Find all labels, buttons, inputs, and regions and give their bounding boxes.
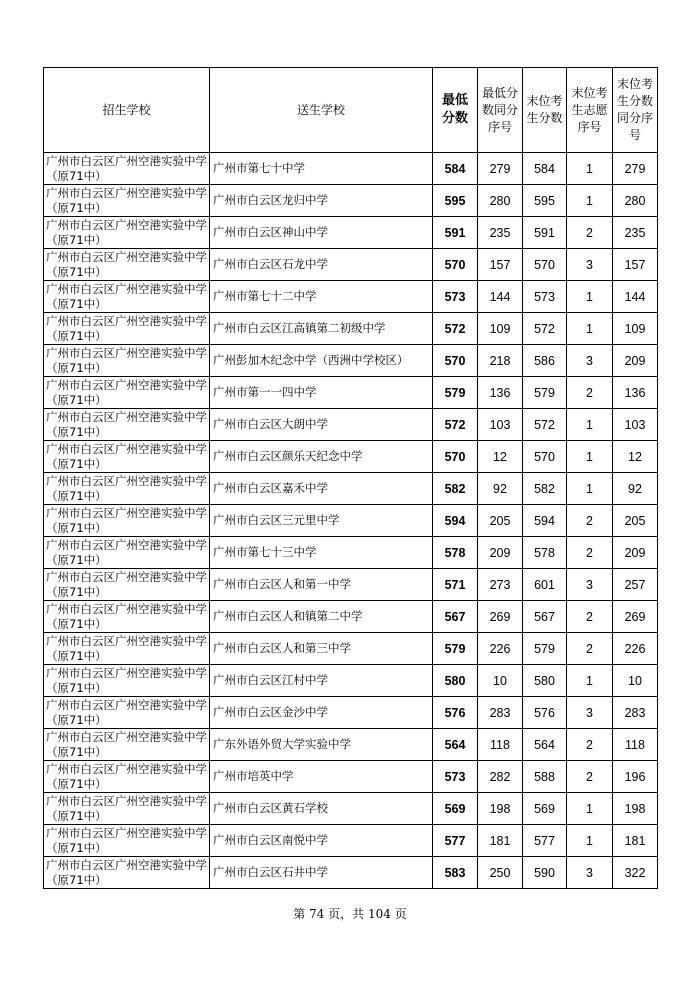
last-score-cell: 579 [523,377,567,409]
same-rank-cell: 280 [478,185,523,217]
source-school-cell: 广州市白云区人和第一中学 [210,569,433,601]
last-rank-cell: 118 [613,729,658,761]
header-row [44,68,658,153]
table-row [44,281,658,313]
last-preference-cell: 1 [567,665,613,697]
last-preference-cell: 1 [567,153,613,185]
same-rank-cell: 103 [478,409,523,441]
min-score-cell: 573 [433,761,478,793]
same-rank-cell: 10 [478,665,523,697]
last-preference-cell: 2 [567,601,613,633]
source-school-cell: 广州市第七十三中学 [210,537,433,569]
source-school-cell: 广州市白云区龙归中学 [210,185,433,217]
last-score-cell: 578 [523,537,567,569]
last-preference-cell: 3 [567,345,613,377]
same-rank-cell: 198 [478,793,523,825]
min-score-cell: 594 [433,505,478,537]
source-school-cell: 广州市白云区嘉禾中学 [210,473,433,505]
header-last-score: 末位考 生分数 [523,68,567,153]
school-cell: 广州市白云区广州空港实验中学（原71中） [44,313,210,345]
last-score-cell: 590 [523,857,567,889]
last-score-cell: 569 [523,793,567,825]
table-row [44,665,658,697]
last-score-cell: 577 [523,825,567,857]
table-row [44,857,658,889]
school-cell: 广州市白云区广州空港实验中学（原71中） [44,569,210,601]
same-rank-cell: 226 [478,633,523,665]
source-school-cell: 广东外语外贸大学实验中学 [210,729,433,761]
table-row [44,345,658,377]
same-rank-cell: 269 [478,601,523,633]
table-row [44,409,658,441]
school-cell: 广州市白云区广州空港实验中学（原71中） [44,153,210,185]
last-score-cell: 576 [523,697,567,729]
min-score-cell: 570 [433,345,478,377]
last-rank-cell: 279 [613,153,658,185]
last-rank-cell: 157 [613,249,658,281]
min-score-cell: 577 [433,825,478,857]
table-row [44,729,658,761]
min-score-cell: 583 [433,857,478,889]
source-school-cell: 广州市白云区人和第三中学 [210,633,433,665]
last-preference-cell: 3 [567,697,613,729]
last-rank-cell: 269 [613,601,658,633]
table-row [44,441,658,473]
min-score-cell: 572 [433,409,478,441]
header-last-rank: 末位考 生分数 同分序 号 [613,68,658,153]
last-rank-cell: 109 [613,313,658,345]
last-preference-cell: 1 [567,793,613,825]
last-rank-cell: 181 [613,825,658,857]
last-rank-cell: 205 [613,505,658,537]
school-cell: 广州市白云区广州空港实验中学（原71中） [44,281,210,313]
same-rank-cell: 205 [478,505,523,537]
last-preference-cell: 2 [567,729,613,761]
last-rank-cell: 103 [613,409,658,441]
same-rank-cell: 283 [478,697,523,729]
source-school-cell: 广州市白云区金沙中学 [210,697,433,729]
last-rank-cell: 144 [613,281,658,313]
min-score-cell: 576 [433,697,478,729]
school-cell: 广州市白云区广州空港实验中学（原71中） [44,185,210,217]
school-cell: 广州市白云区广州空港实验中学（原71中） [44,441,210,473]
same-rank-cell: 250 [478,857,523,889]
score-table [43,67,658,889]
source-school-cell: 广州市白云区江高镇第二初级中学 [210,313,433,345]
same-rank-cell: 109 [478,313,523,345]
last-rank-cell: 235 [613,217,658,249]
header-same-rank: 最低分 数同分 序号 [478,68,523,153]
last-rank-cell: 136 [613,377,658,409]
school-cell: 广州市白云区广州空港实验中学（原71中） [44,537,210,569]
school-cell: 广州市白云区广州空港实验中学（原71中） [44,377,210,409]
last-preference-cell: 3 [567,569,613,601]
last-rank-cell: 283 [613,697,658,729]
table-row [44,217,658,249]
last-score-cell: 586 [523,345,567,377]
last-rank-cell: 257 [613,569,658,601]
min-score-cell: 584 [433,153,478,185]
min-score-cell: 571 [433,569,478,601]
last-score-cell: 564 [523,729,567,761]
last-rank-cell: 280 [613,185,658,217]
table-row [44,313,658,345]
table-row [44,761,658,793]
min-score-cell: 579 [433,377,478,409]
table-row [44,505,658,537]
last-preference-cell: 1 [567,409,613,441]
table-row [44,537,658,569]
min-score-cell: 567 [433,601,478,633]
last-score-cell: 572 [523,313,567,345]
min-score-cell: 582 [433,473,478,505]
last-score-cell: 567 [523,601,567,633]
school-cell: 广州市白云区广州空港实验中学（原71中） [44,857,210,889]
last-score-cell: 594 [523,505,567,537]
last-score-cell: 580 [523,665,567,697]
last-rank-cell: 322 [613,857,658,889]
school-cell: 广州市白云区广州空港实验中学（原71中） [44,665,210,697]
same-rank-cell: 12 [478,441,523,473]
last-preference-cell: 2 [567,377,613,409]
school-cell: 广州市白云区广州空港实验中学（原71中） [44,345,210,377]
last-rank-cell: 198 [613,793,658,825]
last-preference-cell: 3 [567,857,613,889]
school-cell: 广州市白云区广州空港实验中学（原71中） [44,601,210,633]
header-school: 招生学校 [44,68,210,153]
last-preference-cell: 1 [567,313,613,345]
header-min-score: 最低 分数 [433,68,478,153]
last-rank-cell: 196 [613,761,658,793]
source-school-cell: 广州市白云区颜乐天纪念中学 [210,441,433,473]
source-school-cell: 广州市白云区石龙中学 [210,249,433,281]
source-school-cell: 广州市白云区黄石学校 [210,793,433,825]
min-score-cell: 595 [433,185,478,217]
table-row [44,249,658,281]
last-score-cell: 595 [523,185,567,217]
min-score-cell: 580 [433,665,478,697]
table-row [44,601,658,633]
school-cell: 广州市白云区广州空港实验中学（原71中） [44,473,210,505]
page-footer: 第 74 页，共 104 页 [293,907,407,921]
table-row [44,793,658,825]
last-preference-cell: 2 [567,633,613,665]
last-rank-cell: 209 [613,537,658,569]
min-score-cell: 564 [433,729,478,761]
last-score-cell: 591 [523,217,567,249]
min-score-cell: 573 [433,281,478,313]
last-score-cell: 572 [523,409,567,441]
source-school-cell: 广州市第七十中学 [210,153,433,185]
school-cell: 广州市白云区广州空港实验中学（原71中） [44,249,210,281]
last-score-cell: 570 [523,441,567,473]
min-score-cell: 570 [433,249,478,281]
source-school-cell: 广州市白云区神山中学 [210,217,433,249]
school-cell: 广州市白云区广州空港实验中学（原71中） [44,825,210,857]
school-cell: 广州市白云区广州空港实验中学（原71中） [44,409,210,441]
source-school-cell: 广州市白云区人和镇第二中学 [210,601,433,633]
table-row [44,697,658,729]
min-score-cell: 578 [433,537,478,569]
table-row [44,825,658,857]
last-score-cell: 582 [523,473,567,505]
last-preference-cell: 2 [567,761,613,793]
last-preference-cell: 1 [567,281,613,313]
same-rank-cell: 181 [478,825,523,857]
same-rank-cell: 136 [478,377,523,409]
school-cell: 广州市白云区广州空港实验中学（原71中） [44,793,210,825]
last-preference-cell: 2 [567,505,613,537]
min-score-cell: 572 [433,313,478,345]
last-rank-cell: 209 [613,345,658,377]
source-school-cell: 广州市培英中学 [210,761,433,793]
last-preference-cell: 1 [567,825,613,857]
same-rank-cell: 92 [478,473,523,505]
same-rank-cell: 118 [478,729,523,761]
school-cell: 广州市白云区广州空港实验中学（原71中） [44,633,210,665]
min-score-cell: 570 [433,441,478,473]
table-row [44,153,658,185]
table-row [44,569,658,601]
same-rank-cell: 218 [478,345,523,377]
school-cell: 广州市白云区广州空港实验中学（原71中） [44,217,210,249]
last-score-cell: 570 [523,249,567,281]
table-row [44,377,658,409]
min-score-cell: 579 [433,633,478,665]
source-school-cell: 广州市白云区南悦中学 [210,825,433,857]
header-last-preference: 末位考 生志愿 序号 [567,68,613,153]
table-row [44,473,658,505]
last-score-cell: 601 [523,569,567,601]
last-rank-cell: 92 [613,473,658,505]
same-rank-cell: 157 [478,249,523,281]
last-preference-cell: 2 [567,217,613,249]
source-school-cell: 广州市白云区石井中学 [210,857,433,889]
table-row [44,633,658,665]
last-preference-cell: 3 [567,249,613,281]
school-cell: 广州市白云区广州空港实验中学（原71中） [44,761,210,793]
same-rank-cell: 282 [478,761,523,793]
same-rank-cell: 279 [478,153,523,185]
min-score-cell: 591 [433,217,478,249]
source-school-cell: 广州市第一一四中学 [210,377,433,409]
header-source-school: 送生学校 [210,68,433,153]
school-cell: 广州市白云区广州空港实验中学（原71中） [44,697,210,729]
same-rank-cell: 235 [478,217,523,249]
same-rank-cell: 273 [478,569,523,601]
last-preference-cell: 1 [567,473,613,505]
min-score-cell: 569 [433,793,478,825]
same-rank-cell: 209 [478,537,523,569]
school-cell: 广州市白云区广州空港实验中学（原71中） [44,505,210,537]
last-score-cell: 579 [523,633,567,665]
last-preference-cell: 1 [567,185,613,217]
last-preference-cell: 2 [567,537,613,569]
last-score-cell: 588 [523,761,567,793]
source-school-cell: 广州市白云区三元里中学 [210,505,433,537]
source-school-cell: 广州市白云区大朗中学 [210,409,433,441]
last-preference-cell: 1 [567,441,613,473]
last-rank-cell: 10 [613,665,658,697]
last-rank-cell: 226 [613,633,658,665]
school-cell: 广州市白云区广州空港实验中学（原71中） [44,729,210,761]
last-score-cell: 584 [523,153,567,185]
source-school-cell: 广州彭加木纪念中学（西洲中学校区） [210,345,433,377]
source-school-cell: 广州市第七十二中学 [210,281,433,313]
source-school-cell: 广州市白云区江村中学 [210,665,433,697]
same-rank-cell: 144 [478,281,523,313]
last-rank-cell: 12 [613,441,658,473]
table-row [44,185,658,217]
last-score-cell: 573 [523,281,567,313]
